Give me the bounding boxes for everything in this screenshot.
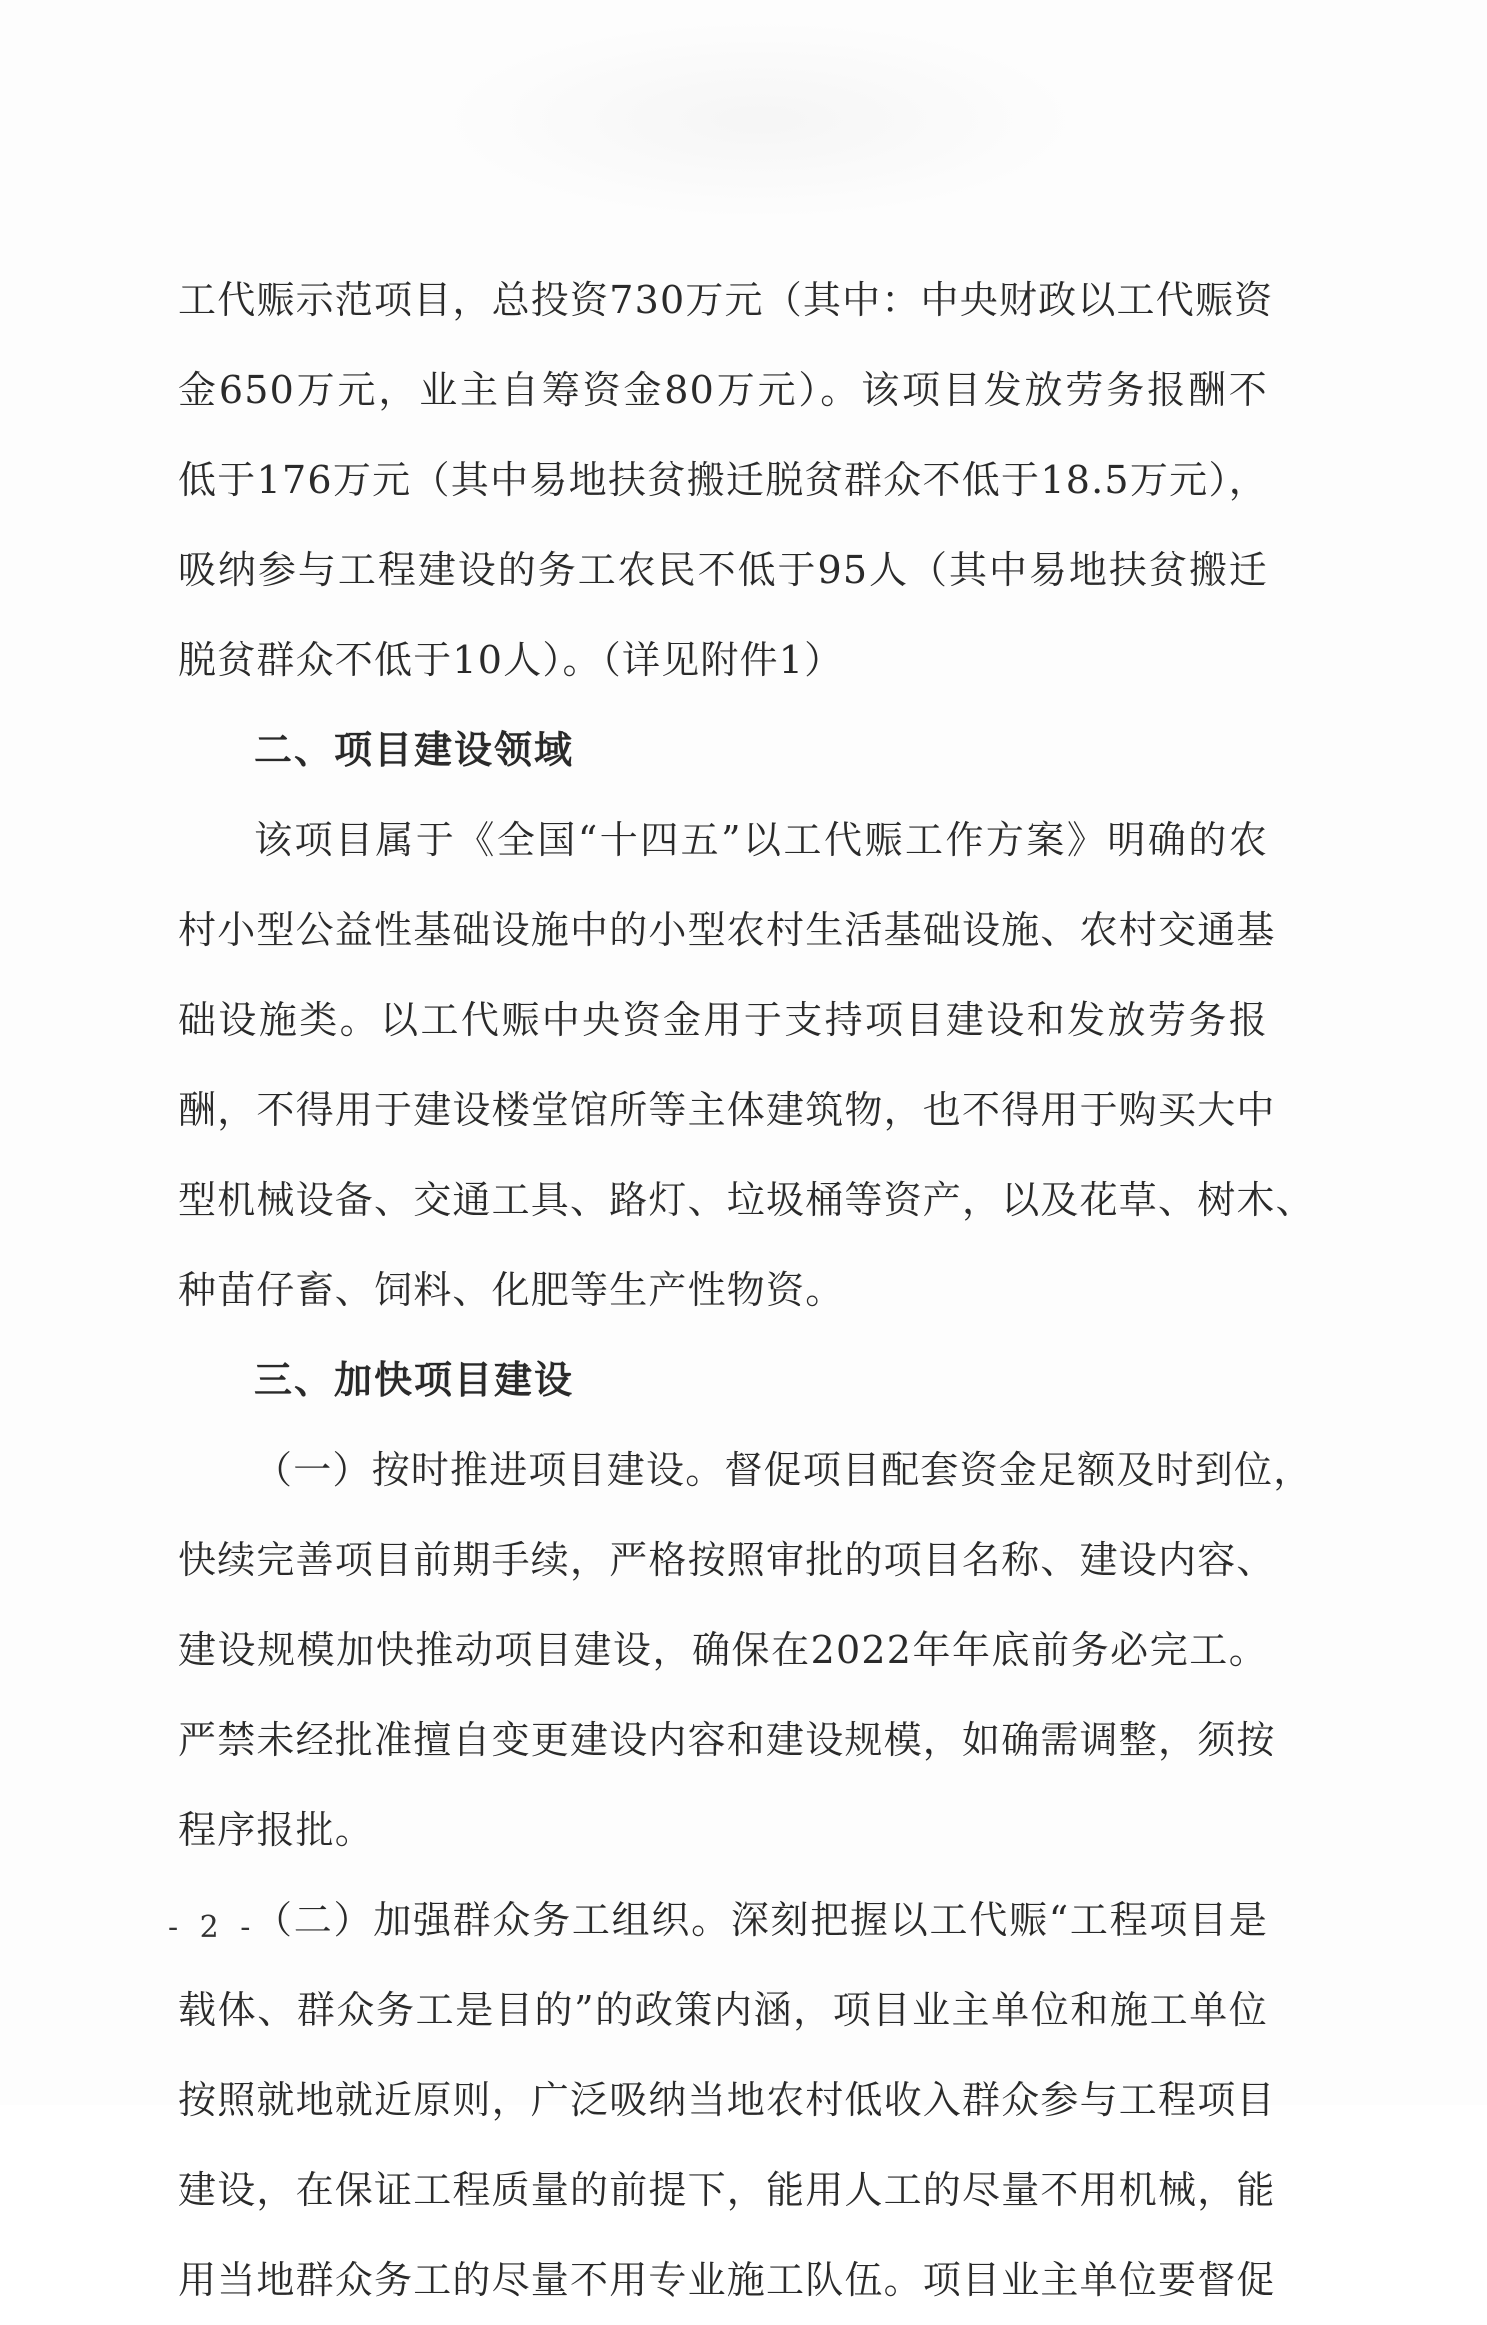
section-heading: 二、项目建设领域 (254, 728, 575, 772)
body-line: 严禁未经批准擅自变更建设内容和建设规模，如确需调整，须按 (178, 1718, 1276, 1762)
body-line: 础设施类。以工代赈中央资金用于支持项目建设和发放劳务报 (178, 998, 1268, 1042)
body-line: 载体、群众务工是目的”的政策内涵，项目业主单位和施工单位 (178, 1988, 1268, 2032)
body-line: 工代赈示范项目，总投资730万元（其中：中央财政以工代赈资 (178, 278, 1274, 322)
body-line: 按照就地就近原则，广泛吸纳当地农村低收入群众参与工程项目 (178, 2078, 1276, 2122)
body-line: 种苗仔畜、饲料、化肥等生产性物资。 (178, 1268, 845, 1312)
page-number: - 2 - (168, 1910, 257, 1945)
body-line: 低于176万元（其中易地扶贫搬迁脱贫群众不低于18.5万元）， (178, 458, 1268, 502)
section-heading: 三、加快项目建设 (254, 1358, 575, 1402)
body-line: 用当地群众务工的尽量不用专业施工队伍。项目业主单位要督促 (178, 2258, 1276, 2302)
body-line: 建设规模加快推动项目建设，确保在2022年年底前务必完工。 (178, 1628, 1268, 1672)
body-line: 金650万元，业主自筹资金80万元）。该项目发放劳务报酬不 (178, 368, 1268, 412)
body-line: 酬，不得用于建设楼堂馆所等主体建筑物，也不得用于购买大中 (178, 1088, 1276, 1132)
body-line: 快续完善项目前期手续，严格按照审批的项目名称、建设内容、 (178, 1538, 1276, 1582)
body-line: 建设，在保证工程质量的前提下，能用人工的尽量不用机械，能 (178, 2168, 1276, 2212)
body-line: 该项目属于《全国“十四五”以工代赈工作方案》明确的农 (254, 818, 1268, 862)
body-line: 脱贫群众不低于10人）。（详见附件1） (178, 638, 844, 682)
body-line: （二）加强群众务工组织。深刻把握以工代赈“工程项目是 (254, 1898, 1268, 1942)
body-line: （一）按时推进项目建设。督促项目配套资金足额及时到位， (254, 1448, 1313, 1492)
body-line: 程序报批。 (178, 1808, 375, 1852)
body-line: 村小型公益性基础设施中的小型农村生活基础设施、农村交通基 (178, 908, 1276, 952)
body-line: 吸纳参与工程建设的务工农民不低于95人（其中易地扶贫搬迁 (178, 548, 1268, 592)
bleed-through-shadow (440, 20, 1080, 220)
body-line: 型机械设备、交通工具、路灯、垃圾桶等资产，以及花草、树木、 (178, 1178, 1315, 1222)
document-body (178, 255, 1315, 2325)
